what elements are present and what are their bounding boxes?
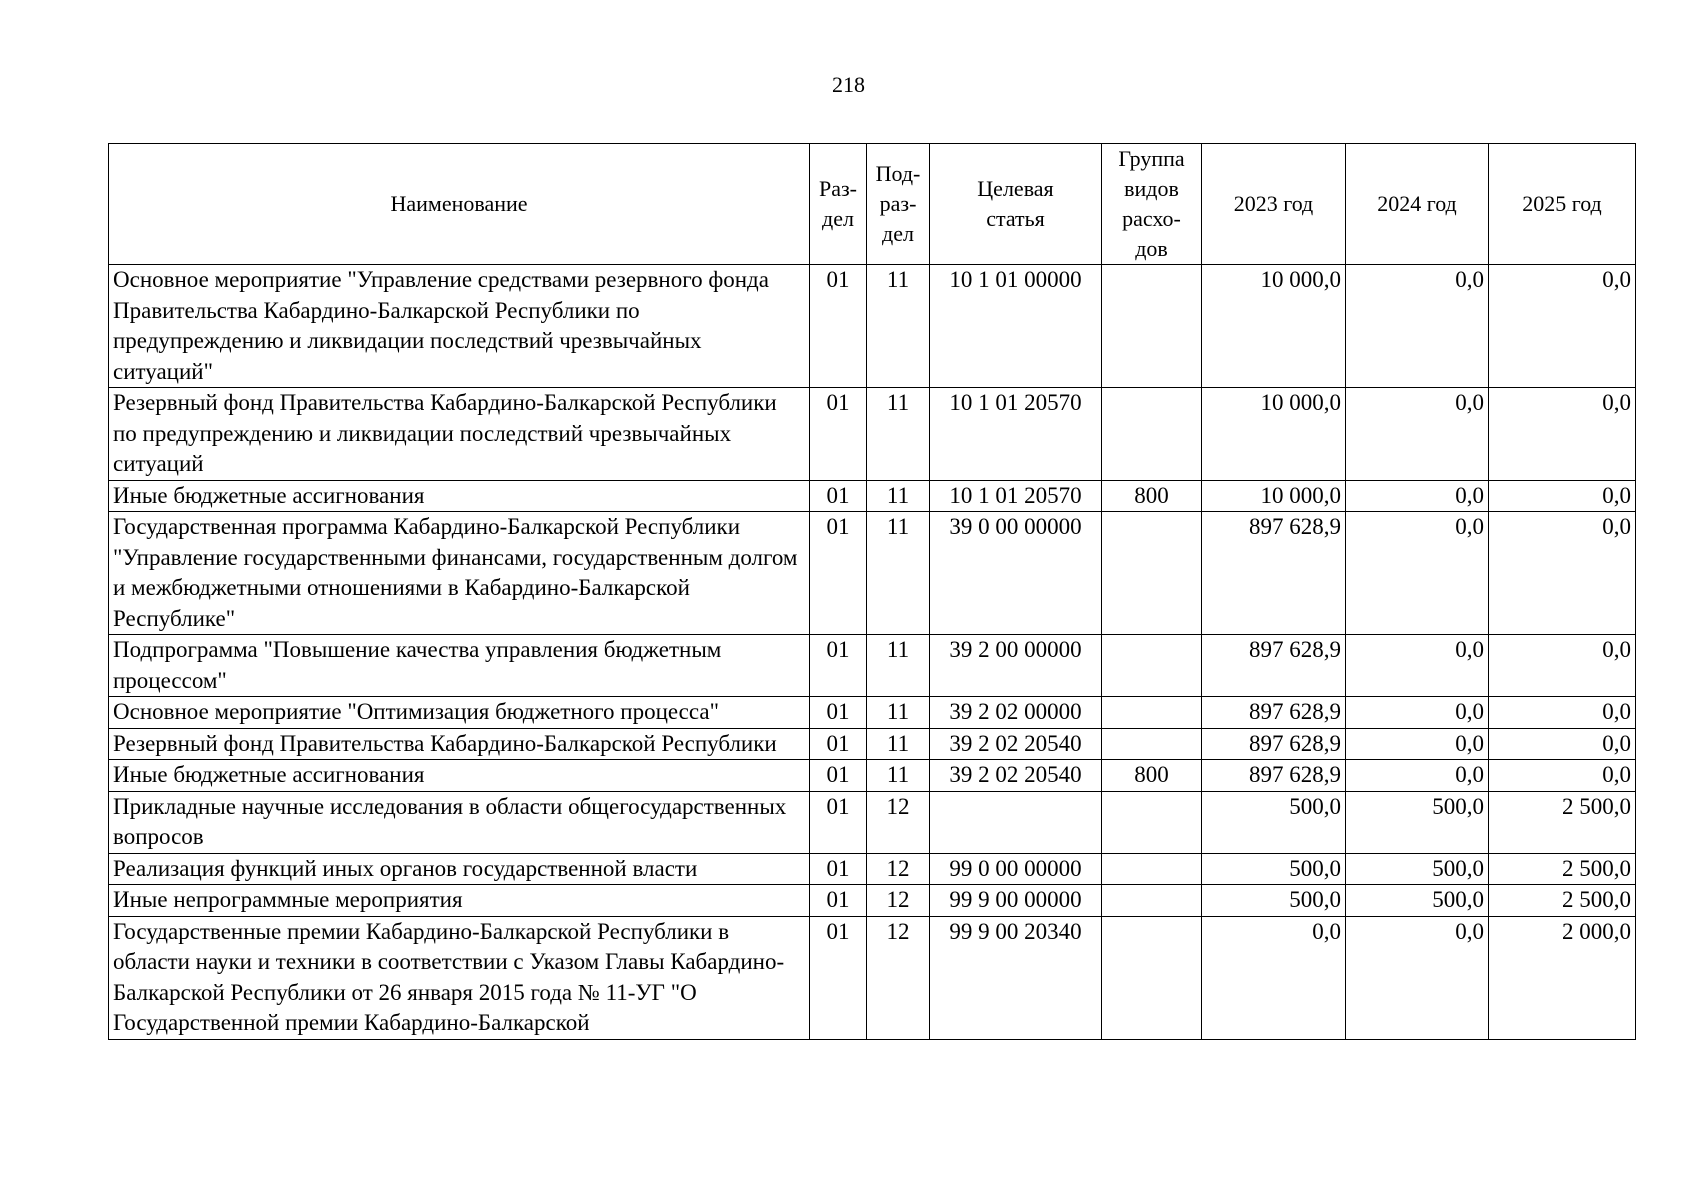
- cell-razdel: 01: [810, 388, 867, 481]
- cell-group: [1102, 265, 1202, 388]
- cell-y2025: 0,0: [1489, 265, 1636, 388]
- cell-podrazdel: 12: [867, 791, 930, 853]
- table-row: [109, 791, 1636, 853]
- cell-y2024: 0,0: [1346, 512, 1489, 635]
- header-target: Целевая статья: [930, 144, 1102, 265]
- cell-name: Резервный фонд Правительства Кабардино-Балкарской Республики по предупреждению и ликвидации последствий чрезвычайных ситуаций: [109, 388, 810, 481]
- cell-y2025: 2 500,0: [1489, 791, 1636, 853]
- table-row: [109, 853, 1636, 885]
- cell-name: Реализация функций иных органов государственной власти: [109, 853, 810, 885]
- cell-target: 39 2 00 00000: [930, 635, 1102, 697]
- cell-podrazdel: 12: [867, 885, 930, 917]
- cell-group: [1102, 635, 1202, 697]
- cell-razdel: 01: [810, 853, 867, 885]
- cell-target: 10 1 01 20570: [930, 388, 1102, 481]
- cell-name: Иные бюджетные ассигнования: [109, 760, 810, 792]
- table-row: [109, 635, 1636, 697]
- cell-razdel: 01: [810, 480, 867, 512]
- table-row: [109, 728, 1636, 760]
- cell-y2023: 897 628,9: [1202, 635, 1346, 697]
- table-row: [109, 512, 1636, 635]
- cell-target: 10 1 01 20570: [930, 480, 1102, 512]
- cell-y2025: 0,0: [1489, 760, 1636, 792]
- cell-y2024: 0,0: [1346, 635, 1489, 697]
- cell-y2025: 2 500,0: [1489, 885, 1636, 917]
- cell-group: [1102, 512, 1202, 635]
- cell-podrazdel: 11: [867, 635, 930, 697]
- cell-y2025: 0,0: [1489, 512, 1636, 635]
- cell-y2024: 500,0: [1346, 791, 1489, 853]
- budget-table: [108, 143, 1636, 1040]
- cell-razdel: 01: [810, 697, 867, 729]
- cell-y2025: 0,0: [1489, 388, 1636, 481]
- cell-y2024: 0,0: [1346, 697, 1489, 729]
- cell-y2023: 897 628,9: [1202, 512, 1346, 635]
- cell-razdel: 01: [810, 760, 867, 792]
- header-2023: 2023 год: [1202, 144, 1346, 265]
- table-row: [109, 388, 1636, 481]
- cell-target: 39 0 00 00000: [930, 512, 1102, 635]
- cell-group: 800: [1102, 760, 1202, 792]
- cell-y2024: 0,0: [1346, 388, 1489, 481]
- cell-group: [1102, 916, 1202, 1039]
- cell-razdel: 01: [810, 885, 867, 917]
- cell-razdel: 01: [810, 635, 867, 697]
- cell-podrazdel: 11: [867, 512, 930, 635]
- cell-target: 10 1 01 00000: [930, 265, 1102, 388]
- cell-y2023: 897 628,9: [1202, 728, 1346, 760]
- table-row: [109, 885, 1636, 917]
- header-podrazdel: Под- раз- дел: [867, 144, 930, 265]
- cell-y2025: 0,0: [1489, 635, 1636, 697]
- cell-y2023: 10 000,0: [1202, 388, 1346, 481]
- header-2024: 2024 год: [1346, 144, 1489, 265]
- cell-razdel: 01: [810, 728, 867, 760]
- cell-y2023: 897 628,9: [1202, 760, 1346, 792]
- cell-y2023: 10 000,0: [1202, 480, 1346, 512]
- cell-target: 99 9 00 20340: [930, 916, 1102, 1039]
- table-row: [109, 265, 1636, 388]
- cell-y2025: 2 500,0: [1489, 853, 1636, 885]
- page-number: 218: [832, 72, 865, 97]
- cell-podrazdel: 11: [867, 265, 930, 388]
- cell-group: [1102, 697, 1202, 729]
- cell-y2024: 0,0: [1346, 265, 1489, 388]
- cell-y2024: 500,0: [1346, 853, 1489, 885]
- cell-y2024: 0,0: [1346, 480, 1489, 512]
- cell-y2025: 0,0: [1489, 728, 1636, 760]
- header-row: [109, 144, 1636, 265]
- table-row: [109, 697, 1636, 729]
- table-body: [109, 265, 1636, 1040]
- cell-y2024: 500,0: [1346, 885, 1489, 917]
- cell-razdel: 01: [810, 265, 867, 388]
- cell-target: 39 2 02 00000: [930, 697, 1102, 729]
- header-name: Наименование: [109, 144, 810, 265]
- cell-podrazdel: 11: [867, 480, 930, 512]
- cell-name: Государственная программа Кабардино-Балкарской Республики "Управление государственными финансами, государственным долгом и межбюджетными отношениями в Кабардино-Балкарской Республике": [109, 512, 810, 635]
- cell-razdel: 01: [810, 916, 867, 1039]
- cell-group: [1102, 885, 1202, 917]
- cell-target: 99 9 00 00000: [930, 885, 1102, 917]
- cell-podrazdel: 11: [867, 728, 930, 760]
- cell-y2024: 0,0: [1346, 916, 1489, 1039]
- cell-podrazdel: 11: [867, 388, 930, 481]
- cell-y2024: 0,0: [1346, 728, 1489, 760]
- cell-y2023: 0,0: [1202, 916, 1346, 1039]
- cell-name: Резервный фонд Правительства Кабардино-Балкарской Республики: [109, 728, 810, 760]
- header-razdel: Раз- дел: [810, 144, 867, 265]
- cell-razdel: 01: [810, 791, 867, 853]
- cell-y2025: 0,0: [1489, 697, 1636, 729]
- cell-name: Иные бюджетные ассигнования: [109, 480, 810, 512]
- cell-y2023: 500,0: [1202, 885, 1346, 917]
- cell-y2025: 2 000,0: [1489, 916, 1636, 1039]
- cell-y2025: 0,0: [1489, 480, 1636, 512]
- cell-group: [1102, 791, 1202, 853]
- cell-target: 39 2 02 20540: [930, 728, 1102, 760]
- table-row: [109, 760, 1636, 792]
- cell-razdel: 01: [810, 512, 867, 635]
- cell-podrazdel: 11: [867, 760, 930, 792]
- table-row: [109, 916, 1636, 1039]
- cell-name: Подпрограмма "Повышение качества управления бюджетным процессом": [109, 635, 810, 697]
- cell-podrazdel: 11: [867, 697, 930, 729]
- cell-name: Государственные премии Кабардино-Балкарской Республики в области науки и техники в соответствии с Указом Главы Кабардино-Балкарской Республики от 26 января 2015 года № 11-УГ "О Государственной премии Кабардино-Балкарской: [109, 916, 810, 1039]
- cell-name: Основное мероприятие "Оптимизация бюджетного процесса": [109, 697, 810, 729]
- cell-group: 800: [1102, 480, 1202, 512]
- cell-target: 39 2 02 20540: [930, 760, 1102, 792]
- cell-name: Основное мероприятие "Управление средствами резервного фонда Правительства Кабардино-Балкарской Республики по предупреждению и ликвидации последствий чрезвычайных ситуаций": [109, 265, 810, 388]
- header-group: Группа видов расхо- дов: [1102, 144, 1202, 265]
- cell-group: [1102, 388, 1202, 481]
- cell-target: 99 0 00 00000: [930, 853, 1102, 885]
- cell-name: Иные непрограммные мероприятия: [109, 885, 810, 917]
- table-header: [109, 144, 1636, 265]
- cell-group: [1102, 728, 1202, 760]
- cell-y2023: 500,0: [1202, 791, 1346, 853]
- cell-podrazdel: 12: [867, 853, 930, 885]
- cell-y2024: 0,0: [1346, 760, 1489, 792]
- cell-name: Прикладные научные исследования в области общегосударственных вопросов: [109, 791, 810, 853]
- header-2025: 2025 год: [1489, 144, 1636, 265]
- cell-y2023: 10 000,0: [1202, 265, 1346, 388]
- cell-y2023: 897 628,9: [1202, 697, 1346, 729]
- cell-group: [1102, 853, 1202, 885]
- cell-target: [930, 791, 1102, 853]
- cell-y2023: 500,0: [1202, 853, 1346, 885]
- cell-podrazdel: 12: [867, 916, 930, 1039]
- table-row: [109, 480, 1636, 512]
